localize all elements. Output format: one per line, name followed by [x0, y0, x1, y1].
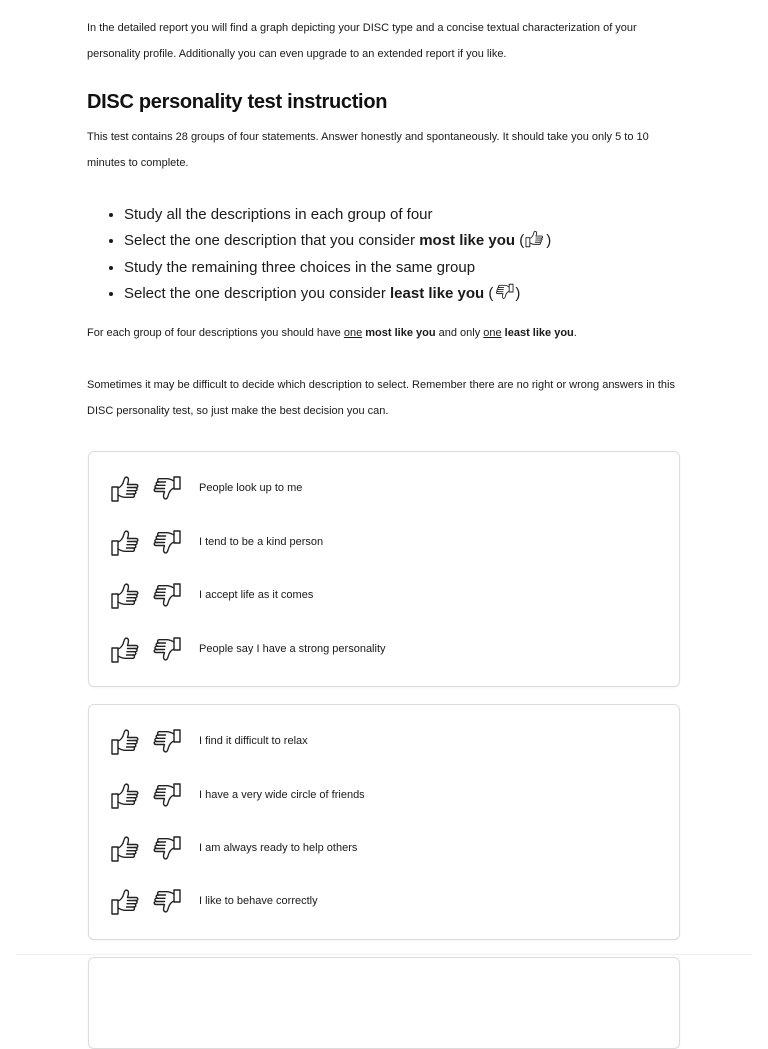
statement-text: I accept life as it comes: [199, 589, 314, 601]
least-like-you-button[interactable]: [149, 635, 183, 665]
thumbs-down-icon: [149, 727, 183, 757]
thumbs-up-icon: [109, 474, 143, 504]
statement-text: I have a very wide circle of friends: [199, 789, 365, 801]
statement-text: People say I have a strong personality: [199, 643, 386, 655]
answer-row: [89, 828, 679, 868]
thumbs-down-icon: [149, 474, 183, 504]
thumbs-up-icon: [109, 635, 143, 665]
thumbs-down-icon: [149, 781, 183, 811]
answer-row: [89, 881, 679, 921]
most-like-you-button[interactable]: [109, 781, 143, 811]
question-group-3: [88, 957, 680, 1049]
thumbs-up-icon: [109, 727, 143, 757]
list-item: • Study the remaining three choices in the same group: [124, 255, 551, 281]
thumbs-up-icon: [109, 834, 143, 864]
least-like-you-button[interactable]: [149, 781, 183, 811]
least-like-you-button[interactable]: [149, 834, 183, 864]
instruction-list: [87, 202, 551, 307]
thumbs-up-icon: [524, 229, 546, 249]
most-like-you-button[interactable]: [109, 635, 143, 665]
statement-text: I am always ready to help others: [199, 842, 358, 854]
statement-text: People look up to me: [199, 482, 303, 494]
least-like-you-button[interactable]: [149, 474, 183, 504]
question-group-2: [88, 704, 680, 940]
thumbs-down-icon: [493, 282, 515, 302]
thumbs-up-icon: [109, 781, 143, 811]
thumbs-up-icon: [109, 581, 143, 611]
list-item: • Select the one description you consider least like you ( ): [124, 281, 551, 307]
statement-text: I find it difficult to relax: [199, 735, 308, 747]
intro-paragraph: In the detailed report you will find a graph depicting your DISC type and a concise textual characterization of your personality profile. Additionally you can even upgrade to an extended report if you like.: [87, 22, 637, 60]
question-group-1: [88, 451, 680, 687]
page-title: DISC personality test instruction: [87, 91, 388, 113]
thumbs-down-icon: [149, 528, 183, 558]
thumbs-down-icon: [149, 581, 183, 611]
most-like-you-button[interactable]: [109, 474, 143, 504]
divider: [16, 954, 752, 955]
thumbs-down-icon: [149, 887, 183, 917]
answer-row: [89, 775, 679, 815]
thumbs-down-icon: [149, 834, 183, 864]
least-like-you-button[interactable]: [149, 528, 183, 558]
thumbs-up-icon: [109, 887, 143, 917]
answer-row: [89, 721, 679, 761]
answer-row: [89, 575, 679, 615]
answer-row: [89, 629, 679, 669]
least-like-you-button[interactable]: [149, 727, 183, 757]
each-group-note: For each group of four descriptions you should have one most like you and only one least like you.: [87, 327, 577, 339]
most-like-you-button[interactable]: [109, 887, 143, 917]
statement-text: I tend to be a kind person: [199, 536, 324, 548]
answer-row: [89, 522, 679, 562]
most-like-you-button[interactable]: [109, 727, 143, 757]
most-like-you-button[interactable]: [109, 834, 143, 864]
difficulty-note: Sometimes it may be difficult to decide which description to select. Remember there are no right or wrong answers in this DISC personality test, so just make the best decision you can.: [87, 379, 675, 417]
most-like-you-button[interactable]: [109, 528, 143, 558]
least-like-you-button[interactable]: [149, 581, 183, 611]
most-like-you-button[interactable]: [109, 581, 143, 611]
answer-row: [89, 468, 679, 508]
list-item: • Study all the descriptions in each group of four: [124, 202, 551, 228]
thumbs-down-icon: [149, 635, 183, 665]
least-like-you-button[interactable]: [149, 887, 183, 917]
statement-text: I like to behave correctly: [199, 895, 318, 907]
test-description: This test contains 28 groups of four statements. Answer honestly and spontaneously. It should take you only 5 to 10 minutes to complete.: [87, 131, 649, 169]
list-item: • Select the one description that you consider most like you ( ): [124, 228, 551, 254]
thumbs-up-icon: [109, 528, 143, 558]
